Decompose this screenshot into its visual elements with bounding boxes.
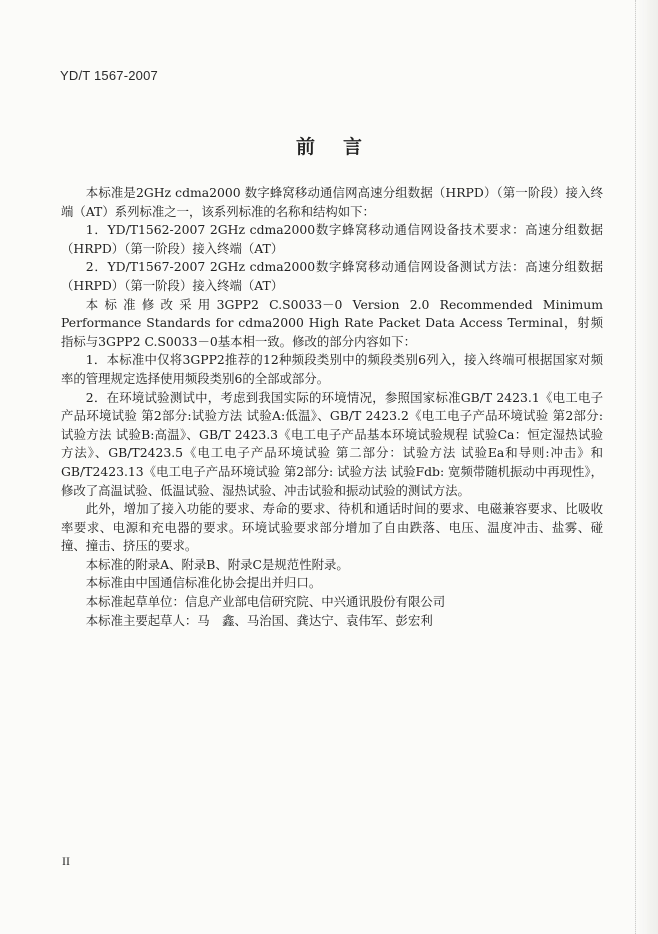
section-title-foreword: 前言 [295, 136, 390, 158]
page-number: II [62, 854, 70, 868]
foreword-body [61, 184, 603, 630]
list-item-environment-tests: 2．在环境试验测试中，考虑到我国实际的环境情况，参照国家标准GB/T 2423.1《电工电子产品环境试验 第2部分:试验方法 试验A:低温》、GB/T 2423.2《电工电子产品环境试验 第2部分:试验方法 试验B:高温》、GB/T 2423.3《电工电子产品基本环境试验规程 试验Ca：恒定湿热试验方法》、GB/T2423.5《电工电子产品环境试验 第二部分：试验方法 试验Ea和导则:冲击》和GB/T2423.13《电工电子产品环境试验 第2部分: 试验方法 试验Fdb: 宽频带随机振动中再现性》，修改了高温试验、低温试验、湿热试验、冲击试验和振动试验的测试方法。 [61, 389, 603, 498]
paragraph-drafters: 本标准主要起草人：马 鑫、马治国、龚达宁、袁伟军、彭宏利 [85, 612, 433, 628]
list-item-frequency-band: 1．本标准中仅将3GPP2推荐的12种频段类别中的频段类别6列入，接入终端可根据国家对频率的管理规定选择使用频段类别6的全部或部分。 [61, 352, 603, 386]
standard-code: YD/T 1567-2007 [60, 68, 158, 83]
paragraph-adoption: 本标准修改采用3GPP2 C.S0033－0 Version 2.0 Recommended Minimum Performance Standards for cdma2000 High Rate Packet Data Access Terminal，射频指标与3GPP2 C.S0033－0基本相一致。修改的部分内容如下： [61, 296, 603, 349]
paragraph-annexes: 本标准的附录A、附录B、附录C是规范性附录。 [85, 556, 349, 572]
paragraph-proposer: 本标准由中国通信标准化协会提出并归口。 [85, 575, 322, 591]
paragraph-additions: 此外，增加了接入功能的要求、寿命的要求、待机和通话时间的要求、电磁兼容要求、比吸收率要求、电源和充电器的要求。环境试验要求部分增加了自由跌落、电压、温度冲击、盐雾、碰撞、撞击、挤压的要求。 [61, 501, 603, 554]
paragraph-intro: 本标准是2GHz cdma2000 数字蜂窝移动通信网高速分组数据（HRPD）（第一阶段）接入终端（AT）系列标准之一，该系列标准的名称和结构如下： [61, 185, 603, 219]
paragraph-drafting-units: 本标准起草单位：信息产业部电信研究院、中兴通讯股份有限公司 [85, 594, 446, 610]
list-item-standard-2: 2．YD/T1567-2007 2GHz cdma2000数字蜂窝移动通信网设备测试方法：高速分组数据（HRPD）（第一阶段）接入终端（AT） [61, 259, 603, 293]
list-item-standard-1: 1．YD/T1562-2007 2GHz cdma2000数字蜂窝移动通信网设备技术要求：高速分组数据（HRPD）（第一阶段）接入终端（AT） [61, 222, 603, 256]
